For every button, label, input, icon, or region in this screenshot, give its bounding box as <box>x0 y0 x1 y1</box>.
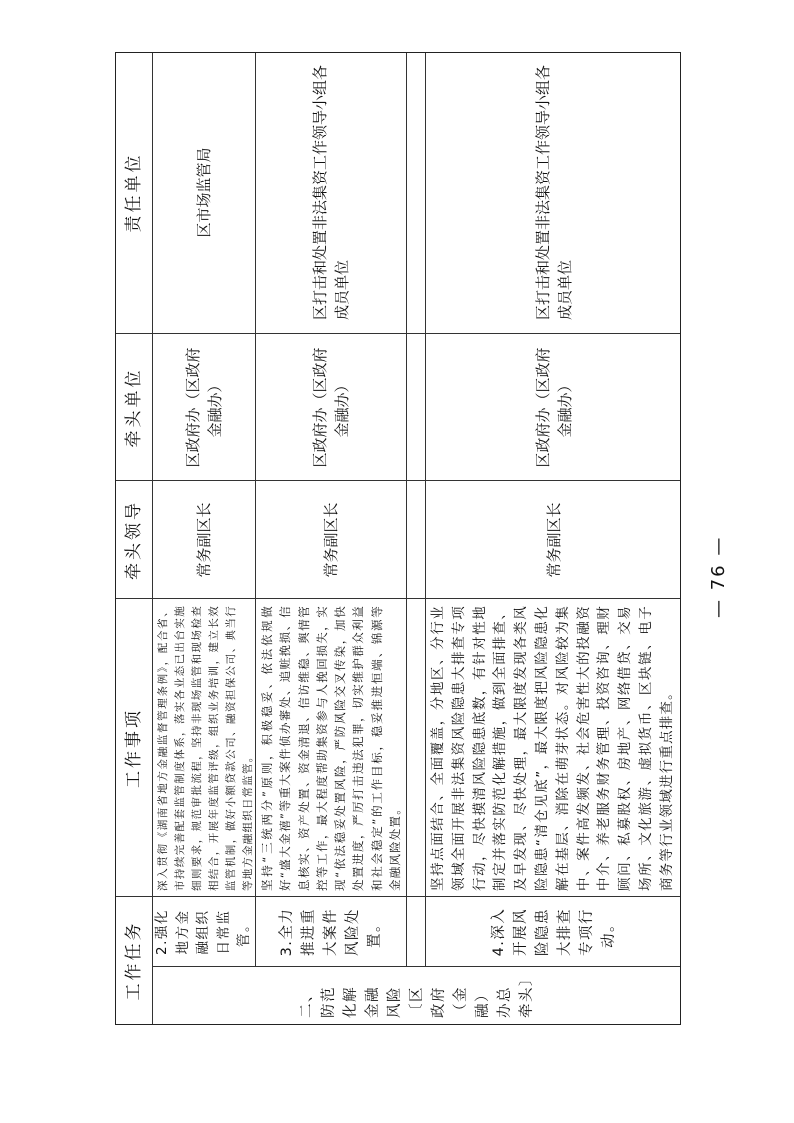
matter-cell: 深入贯彻《湖南省地方金融监督管理条例》，配合省、市持续完善配套监管制度体系，落实各业态已出台实施细则要求，规范审批流程，坚持非现场监管和现场检查相结合，开展年度监管评级，组织业务培训，建立长效监管机制，做好小额贷款公司、融资担保公司、典当行等地方金融组织日常监管。 <box>157 605 254 891</box>
resp-unit-cell: 区市场监管局 <box>194 147 213 238</box>
subtask-cell: 2.强化地方金融组织日常监管。 <box>154 909 253 955</box>
resp-unit-cell: 区打击和处置非法集资工作领导小组各成员单位 <box>533 64 574 320</box>
header-lead-leader: 牵头领导 <box>124 500 144 580</box>
resp-unit-cell: 区打击和处置非法集资工作领导小组各成员单位 <box>310 64 351 320</box>
page-number: — 76 — <box>708 535 729 618</box>
matter-cell: 坚持点面结合、全面覆盖，分地区、分行业领域全面开展非法集资风险隐患大排查专项行动，尽快摸清风险隐患底数，有针对性地制定并落实防范化解措施，做到全面排查、及早发现、尽快处理，最大限度发现各类风险隐患“清仓见底”，最大限度把风险隐患化解在基层、消除在萌芽状态。对风险较为集中、案件高发频发、社会危害性大的投融资中介、养老服务财务管理、投资咨询、理财顾问、私募股权、房地产、网络借贷、交易场所、文化旅游、虚拟货币、区块链、电子商务等行业领域进行重点排查。 <box>430 605 675 891</box>
row-divider <box>406 53 407 967</box>
header-matter: 工作事项 <box>124 708 144 788</box>
subtask-cell: 3.全力推进重大案件风险处置。 <box>278 907 383 957</box>
leader-cell: 常务副区长 <box>194 502 213 578</box>
work-table <box>115 52 681 1025</box>
lead-unit-cell: 区政府办（区政府金融办） <box>183 347 224 468</box>
header-lead-unit: 牵头单位 <box>124 367 144 448</box>
lead-unit-cell: 区政府办（区政府金融办） <box>310 347 351 468</box>
header-resp-unit: 责任单位 <box>124 152 144 233</box>
leader-cell: 常务副区长 <box>544 502 563 578</box>
lead-unit-cell: 区政府办（区政府金融办） <box>533 347 574 468</box>
header-task: 工作任务 <box>124 920 144 1001</box>
category-cell: 二、防范化解金融风险〔区政府（金融）办总牵头〕 <box>299 970 535 1018</box>
matter-cell: 坚持“三统两分”原则，积极稳妥、依法依规做好“盛大金禧”等重大案件侦办審处、追赃挽损、信息核实、资产处置、资金清退、信访维稳、舆情管控等工作，最大程度帮助集资参与人挽回损失，实现“依法稳妥处置风险，严防风险交叉传染，加快处置进度，严厉打击违法犯罪，切实维护群众利益和社会稳定”的工作目标，稳妥推进恒端、锦源等金融风险处置。 <box>260 605 403 891</box>
subtask-cell: 4.深入开展风险隐患大排查专项行动。 <box>490 907 617 957</box>
leader-cell: 常务副区长 <box>321 502 340 578</box>
